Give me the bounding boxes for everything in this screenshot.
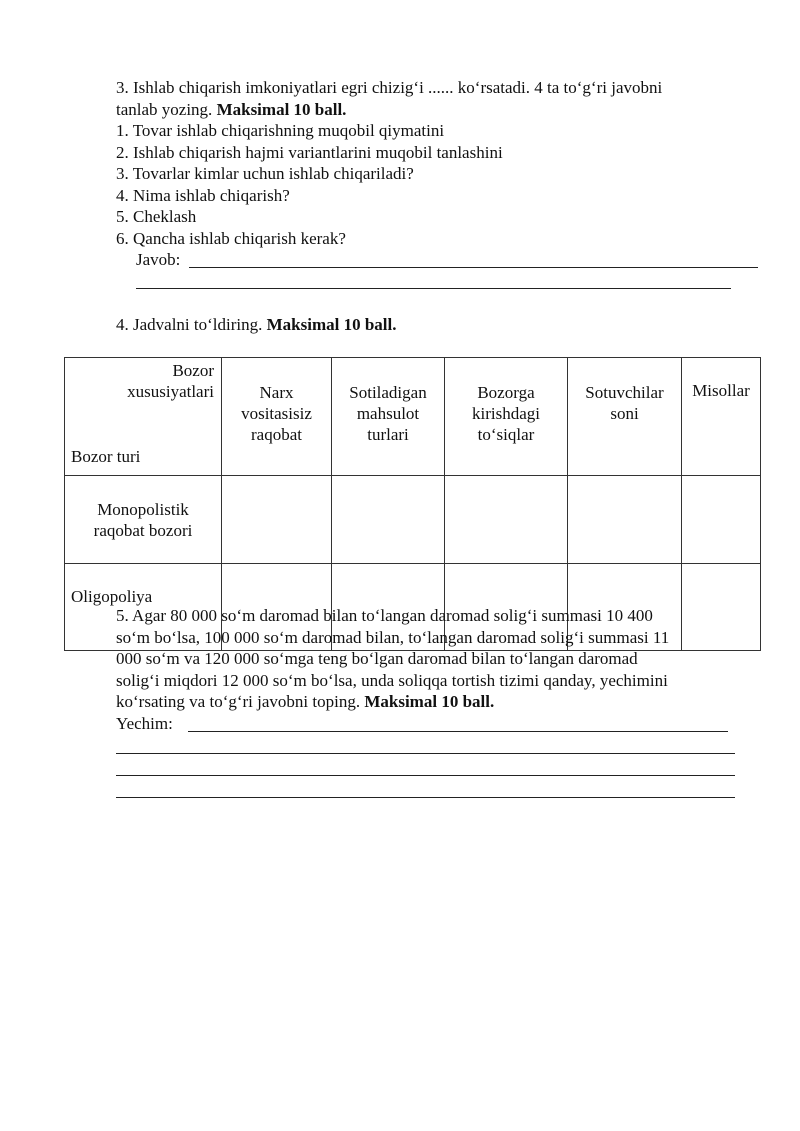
header-line: to‘siqlar — [477, 425, 535, 444]
q5-solution-rule-3[interactable] — [116, 775, 735, 776]
header-line: Narx — [259, 383, 294, 402]
question-4-title — [116, 314, 746, 336]
q5-solution-line[interactable] — [116, 713, 756, 735]
header-line: Misollar — [692, 381, 750, 400]
row-label-line: Monopolistik — [97, 500, 189, 519]
q4-title — [116, 314, 746, 336]
header-line: Sotiladigan — [349, 383, 427, 402]
q3-prompt-text: tanlab yozing. — [116, 99, 217, 119]
q3-option-2: 2. Ishlab chiqarish hajmi variantlarini muqobil tanlashini — [116, 142, 503, 162]
q4-max-score: Maksimal 10 ball. — [266, 315, 397, 334]
header-line: vositasisiz — [241, 404, 312, 423]
q4-title-text: 4. Jadvalni to‘ldiring. — [116, 315, 267, 334]
q5-last-text: ko‘rsating va to‘g‘ri javobni toping. — [116, 692, 365, 711]
q3-answer-label: Javob: — [136, 250, 181, 269]
q5-line-5 — [116, 691, 756, 713]
header-line: soni — [610, 404, 639, 423]
answer-cell[interactable] — [332, 476, 445, 564]
header-price-competition — [222, 358, 332, 476]
row-label-oligopoly: Oligopoliya — [65, 564, 222, 651]
answer-cell[interactable] — [682, 476, 761, 564]
q3-prompt-line1: 3. Ishlab chiqarish imkoniyatlari egri chizig‘i ...... ko‘rsatadi. 4 ta to‘g‘ri javobni — [116, 78, 663, 97]
q5-line-2: so‘m bo‘lsa, 100 000 so‘m daromad bilan, to‘langan daromad solig‘i summasi 11 — [116, 627, 670, 647]
header-line: raqobat — [251, 425, 302, 444]
header-seller-count — [568, 358, 682, 476]
header-examples — [682, 358, 761, 476]
answer-cell[interactable] — [222, 476, 332, 564]
q3-option-4: 4. Nima ishlab chiqarish? — [116, 185, 290, 205]
corner-top-label — [127, 360, 214, 402]
answer-cell[interactable] — [445, 476, 568, 564]
q3-answer-rule — [189, 267, 758, 268]
q3-option-3: 3. Tovarlar kimlar uchun ishlab chiqariladi? — [116, 164, 414, 183]
header-line: Sotuvchilar — [585, 383, 664, 402]
table-row-monopolistic — [65, 476, 761, 564]
q3-option-5: 5. Cheklash — [116, 207, 197, 226]
q3-answer-line[interactable] — [116, 249, 746, 271]
answer-cell[interactable] — [568, 476, 682, 564]
corner-top-line-1: Bozor — [172, 361, 214, 380]
header-line: Bozorga — [477, 383, 535, 402]
row-label-monopolistic — [65, 476, 222, 564]
table-header-row — [65, 358, 761, 476]
q5-line-3: 000 so‘m va 120 000 so‘mga teng bo‘lgan daromad bilan to‘langan daromad — [116, 649, 638, 668]
header-line: mahsulot — [356, 404, 420, 423]
q5-solution-label: Yechim: — [116, 713, 173, 733]
q3-prompt-line2 — [116, 99, 746, 121]
header-line: turlari — [367, 425, 409, 444]
q5-max-score: Maksimal 10 ball. — [364, 692, 495, 711]
header-line: kirishdagi — [472, 404, 540, 423]
question-3 — [116, 77, 746, 271]
q5-solution-rule-2[interactable] — [116, 753, 735, 754]
header-entry-barriers — [445, 358, 568, 476]
table-corner-cell — [65, 358, 222, 476]
q5-solution-rule-4[interactable] — [116, 797, 735, 798]
q3-answer-rule-2[interactable] — [136, 288, 731, 289]
q5-solution-rule — [188, 731, 728, 732]
q3-option-1: 1. Tovar ishlab chiqarishning muqobil qiymatini — [116, 121, 445, 140]
q5-line-1: 5. Agar 80 000 so‘m daromad bilan to‘langan daromad solig‘i summasi 10 400 — [116, 606, 653, 625]
row-label-line: raqobat bozori — [93, 521, 193, 540]
q3-max-score: Maksimal 10 ball. — [216, 99, 347, 119]
corner-top-line-2: xususiyatlari — [127, 382, 214, 401]
corner-bottom-label: Bozor turi — [71, 447, 141, 466]
q3-option-6: 6. Qancha ishlab chiqarish kerak? — [116, 228, 346, 248]
q5-line-4: solig‘i miqdori 12 000 so‘m bo‘lsa, unda soliqqa tortish tizimi qanday, yechimini — [116, 670, 668, 690]
header-product-types — [332, 358, 445, 476]
question-5 — [116, 605, 756, 734]
